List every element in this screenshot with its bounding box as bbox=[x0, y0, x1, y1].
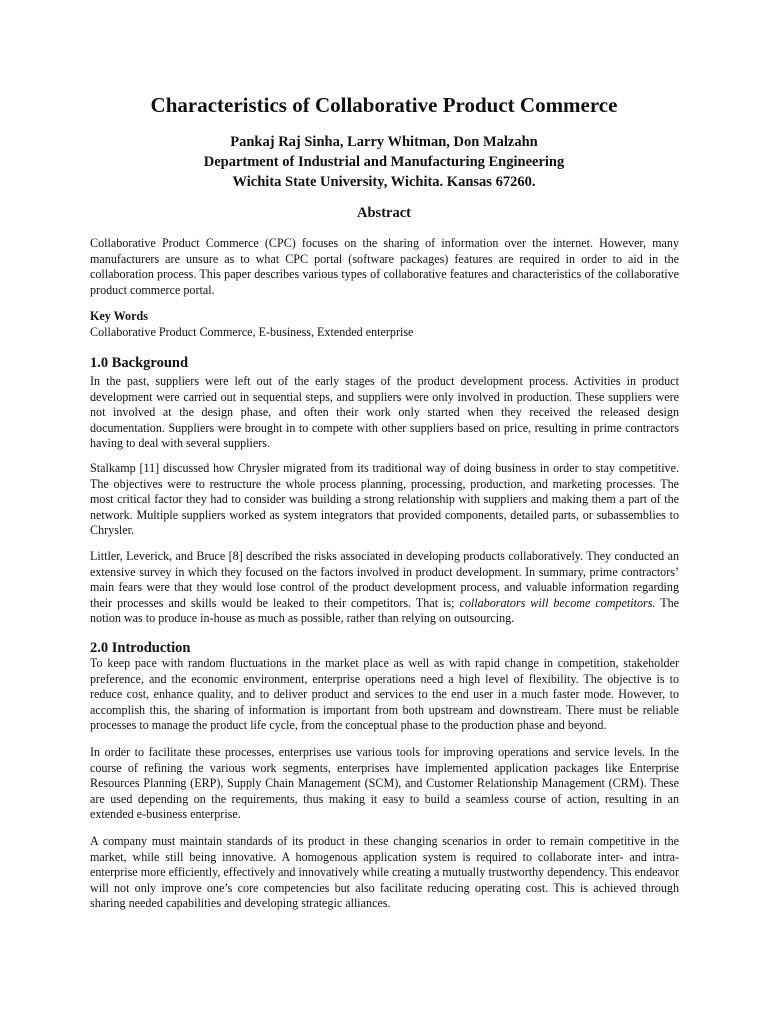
background-heading: 1.0 Background bbox=[90, 355, 189, 371]
background-paragraph-3-emphasis: collaborators will become competitors. bbox=[459, 595, 656, 610]
background-paragraph-3 bbox=[90, 549, 679, 627]
introduction-paragraph-2: In order to facilitate these processes, enterprises use various tools for improving operations and service levels. In the course of refining the various work segments, enterprises have implemented application packages like Enterprise Resources Planning (ERP), Supply Chain Management (SCM), and Customer Relationship Management (CRM). These are used depending on the requirements, thus making it easy to build a seamless course of action, resulting in an extended e-business enterprise. bbox=[90, 745, 679, 821]
background-paragraph-2: Stalkamp [11] discussed how Chrysler migrated from its traditional way of doing business in order to stay competitive. The objectives were to restructure the whole process planning, processing, production, and marketing processes. The most critical factor they had to consider was building a strong relationship with suppliers and making them a part of the network. Multiple suppliers worked as system integrators that provided components, detailed parts, or subassemblies to Chrysler. bbox=[90, 461, 679, 537]
keywords-heading: Key Words bbox=[90, 309, 148, 323]
author-department: Department of Industrial and Manufacturing Engineering bbox=[203, 154, 565, 170]
keywords-text: Collaborative Product Commerce, E-business, Extended enterprise bbox=[90, 325, 414, 339]
introduction-paragraph-3: A company must maintain standards of its product in these changing scenarios in order to remain competitive in the market, while still being innovative. A homogenous application system is required to collaborate inter- and intra-enterprise more efficiently, effectively and innovatively while creating a mutually trustworthy dependency. This endeavor will not only improve one’s core competencies but also facilitate reducing operating cost. This is achieved through sharing needed capabilities and developing strategic alliances. bbox=[90, 834, 679, 910]
background-paragraph-3-text-b: The notion was to produce in-house as much as possible, rather than relying on outsourcing. bbox=[90, 595, 680, 625]
abstract-text: Collaborative Product Commerce (CPC) focuses on the sharing of information over the internet. However, many manufacturers are unsure as to what CPC portal (software packages) features are required in order to aid in the collaboration process. This paper describes various types of collaborative features and characteristics of the collaborative product commerce portal. bbox=[90, 236, 679, 297]
background-paragraph-3-text-a: Littler, Leverick, and Bruce [8] described the risks associated in developing products collaboratively. They conducted an extensive survey in which they focused on the factors involved in product development. In summary, prime contractors’ main fears were that they would lose control of the product development process, and valuable information regarding their processes and skills would be leaked to their competitors. That is; bbox=[90, 549, 679, 610]
abstract-heading: Abstract bbox=[357, 205, 411, 221]
introduction-heading: 2.0 Introduction bbox=[90, 640, 191, 656]
author-university: Wichita State University, Wichita. Kansas 67260. bbox=[232, 174, 536, 190]
author-block bbox=[0, 132, 768, 192]
introduction-paragraph-1: To keep pace with random fluctuations in the market place as well as with rapid change in competition, stakeholder preference, and the economic environment, enterprise operations need a high level of flexibility. The objective is to reduce cost, enhance quality, and to deliver product and services to the end user in a much faster mode. However, to accomplish this, the sharing of information is important from both upstream and downstream. There must be reliable processes to manage the product life cycle, from the conceptual phase to the production phase and beyond. bbox=[90, 656, 679, 732]
author-names: Pankaj Raj Sinha, Larry Whitman, Don Malzahn bbox=[230, 134, 538, 150]
paper-title: Characteristics of Collaborative Product Commerce bbox=[150, 93, 618, 117]
background-paragraph-1: In the past, suppliers were left out of the early stages of the product development process. Activities in product development were carried out in sequential steps, and suppliers were only involved in production. These suppliers were not involved at the design phase, and often their work only started when they received the released design documentation. Suppliers were brought in to compete with other suppliers based on price, resulting in prime contractors having to deal with several suppliers. bbox=[90, 374, 679, 450]
